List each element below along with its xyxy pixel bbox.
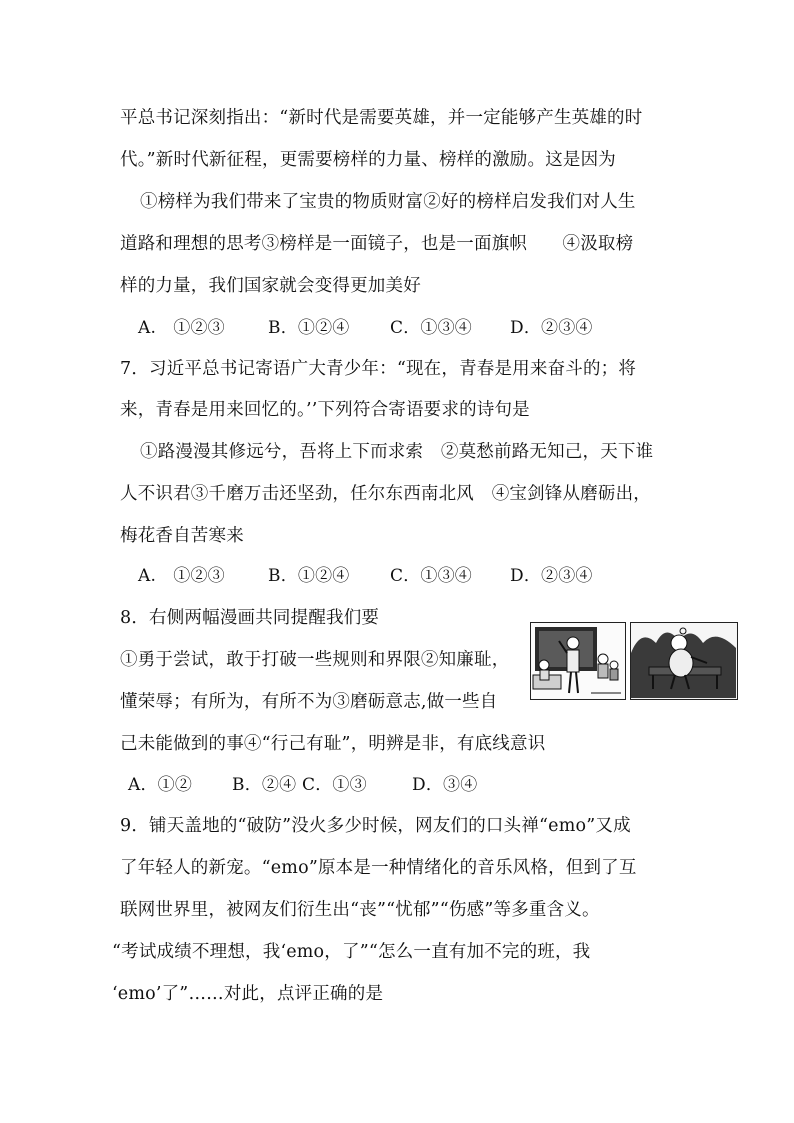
q7-options [138, 564, 593, 588]
comic-right-illustration [631, 623, 736, 698]
comic-left-illustration [531, 623, 624, 698]
q8-option-b[interactable]: B．②④ [232, 775, 297, 795]
q7-option-c[interactable]: C．①③④ [390, 566, 473, 586]
q6-stem-line-1: 平总书记深刻指出：“新时代是需要英雄，并一定能够产生英雄的时 [120, 108, 643, 128]
q8-choices-line-3: 己未能做到的事④“行己有耻”，明辨是非，有底线意识 [120, 734, 546, 754]
q8-options [128, 773, 477, 797]
q7-stem-line-2: 来，青春是用来回忆的。’’下列符合寄语要求的诗句是 [120, 400, 530, 420]
q8-option-a[interactable]: A．①② [128, 775, 193, 795]
q7-option-b[interactable]: B．①②④ [268, 566, 350, 586]
q8-option-d[interactable]: D．③④ [412, 775, 478, 795]
comic-panel-right [630, 622, 738, 700]
q7-option-d[interactable]: D．②③④ [510, 566, 593, 586]
q7-option-a[interactable]: A. ①②③ [138, 566, 225, 586]
q9-stem-line-2: 了年轻人的新宠。“emo”原本是一种情绪化的音乐风格，但到了互 [120, 858, 637, 878]
q8-choices-line-2: 懂荣辱；有所为，有所不为③磨砺意志,做一些自 [120, 692, 498, 712]
q9-stem-line-4: “考试成绩不理想，我‘emo，了”“怎么一直有加不完的班，我 [112, 942, 591, 962]
q8-comics [530, 622, 738, 700]
q9-stem-line-5: ‘emo’了”……对此，点评正确的是 [112, 984, 384, 1004]
comic-panel-left [530, 622, 626, 700]
q9-stem-line-3: 联网世界里，被网友们衍生出“丧”“忧郁”“伤感”等多重含义。 [120, 900, 600, 920]
q6-option-c[interactable]: C．①③④ [390, 318, 473, 338]
q6-stem-line-2: 代。”新时代新征程，更需要榜样的力量、榜样的激励。这是因为 [120, 150, 616, 170]
q7-stem-line-1: 7．习近平总书记寄语广大青少年：“现在，青春是用来奋斗的；将 [120, 359, 637, 379]
q6-option-d[interactable]: D．②③④ [510, 318, 593, 338]
q8-choices-line-1: ①勇于尝试，敢于打破一些规则和界限②知廉耻， [120, 650, 510, 670]
q9-stem-line-1: 9．铺天盖地的“破防”没火多少时候，网友们的口头禅“emo”又成 [120, 816, 631, 836]
q8-stem-line-1: 8．右侧两幅漫画共同提醒我们要 [120, 608, 380, 628]
q6-choices-line-1: ①榜样为我们带来了宝贵的物质财富②好的榜样启发我们对人生 [140, 192, 636, 212]
q6-option-a[interactable]: A. ①②③ [138, 318, 225, 338]
q6-options [138, 316, 593, 340]
q8-option-c[interactable]: C．①③ [302, 775, 367, 795]
q7-choices-line-2: 人不识君③千磨万击还坚劲，任尔东西南北风 ④宝剑锋从磨砺出， [120, 484, 651, 504]
q6-option-b[interactable]: B．①②④ [268, 318, 350, 338]
q6-choices-line-2: 道路和理想的思考③榜样是一面镜子，也是一面旗帜 ④汲取榜 [120, 234, 634, 254]
q7-choices-line-3: 梅花香自苦寒来 [120, 526, 244, 546]
q7-choices-line-1: ①路漫漫其修远兮，吾将上下而求索 ②莫愁前路无知己，天下谁 [140, 442, 654, 462]
q6-choices-line-3: 样的力量，我们国家就会变得更加美好 [120, 276, 421, 296]
